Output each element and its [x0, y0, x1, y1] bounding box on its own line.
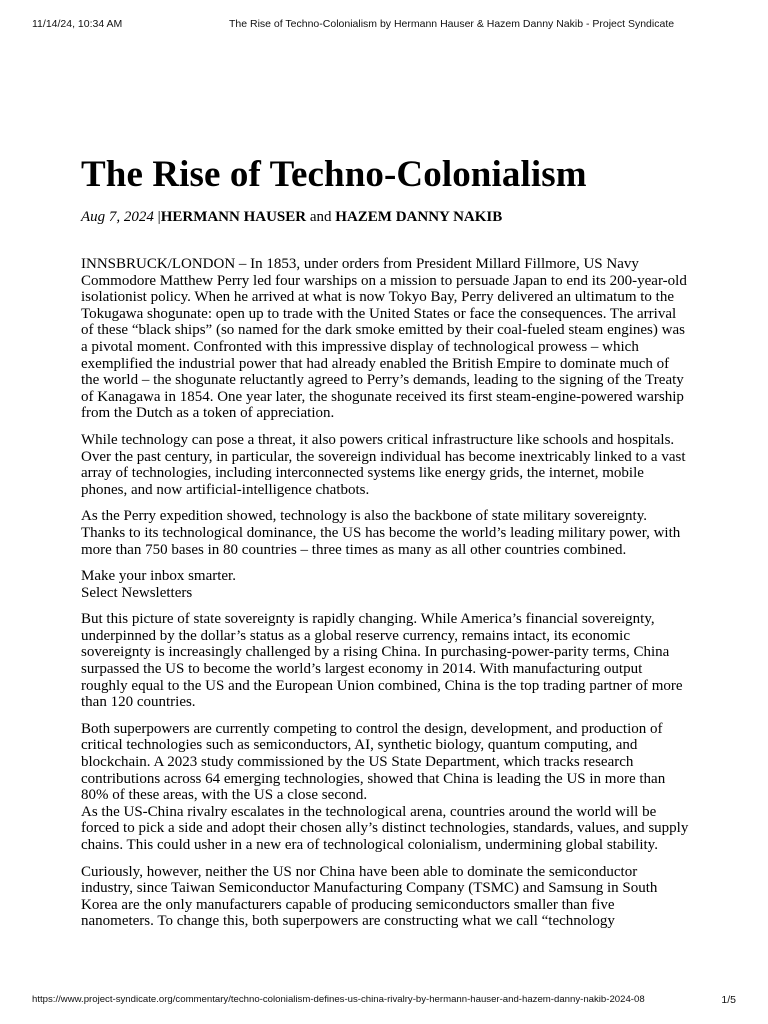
paragraph: Curiously, however, neither the US nor China have been able to dominate the semiconductor industry, since Taiwan Semiconductor Manufacturing Company (TSMC) and Samsung in South Korea are the only manufacturers capable of producing semiconductors smaller than five nanometers. To change this, both superpowers are constructing what we call “technology — [81, 863, 658, 930]
paragraph: But this picture of state sovereignty is rapidly changing. While America’s financial sovereignty, underpinned by the dollar’s status as a global reserve currency, remains intact, its economic sovereignty is increasingly challenged by a rising China. In purchasing-power-parity terms, China surpassed the US to become the world’s largest economy in 2014. With manufacturing output roughly equal to the US and the European Union combined, China is the top trading partner of more than 120 countries. — [81, 611, 683, 711]
paragraph: INNSBRUCK/LONDON – In 1853, under orders from President Millard Fillmore, US Navy Commodore Matthew Perry led four warships on a mission to persuade Japan to end its 200-year-old isolationist policy. When he arrived at what is now Tokyo Bay, Perry delivered an ultimatum to the Tokugawa shogunate: open up to trade with the United States or face the consequences. The arrival of these “black ships” (so named for the dark smoke emitted by their coal-fueled steam engines) was a pivotal moment. Confronted with this impressive display of technological prowess – which exemplified the industrial power that had already enabled the British Empire to dominate much of the world – the shogunate reluctantly agreed to Perry’s demands, leading to the signing of the Treaty of Kanagawa in 1854. One year later, the shogunate received its first steam-engine-powered warship from the Dutch as a token of appreciation. — [81, 256, 687, 422]
print-datetime: 11/14/24, 10:34 AM — [32, 18, 123, 30]
paragraph: As the US-China rivalry escalates in the technological arena, countries around the world will be forced to pick a side and adopt their chosen ally’s distinct technologies, standards, values, and supply chains. This could usher in a new era of technological colonialism, undermining global stability. — [81, 803, 689, 853]
author-link[interactable]: HAZEM DANNY NAKIB — [335, 209, 503, 225]
select-newsletters-link[interactable]: Select Newsletters — [81, 584, 193, 601]
document-title: The Rise of Techno-Colonialism by Hermann Hauser & Hazem Danny Nakib - Project Syndicate — [229, 18, 675, 30]
print-header — [32, 18, 736, 32]
publication-date: Aug 7, 2024 — [81, 209, 154, 225]
paragraph: As the Perry expedition showed, technology is also the backbone of state military sovereignty. Thanks to its technological dominance, the US has become the world’s leading military power, with more than 750 bases in 80 countries – three times as many as all other countries combined. — [81, 508, 681, 558]
page-number: 1/5 — [721, 994, 736, 1006]
article — [81, 152, 691, 940]
paragraph: Both superpowers are currently competing to control the design, development, and production of critical technologies such as semiconductors, AI, synthetic biology, quantum computing, and blockchain. A 2023 study commissioned by the US State Department, which tracks research contributions across 64 emerging technologies, showed that China is leading the US in more than 80% of these areas, with the US a close second. — [81, 720, 666, 804]
newsletter-signup — [81, 568, 691, 601]
byline-separator: | — [157, 209, 161, 225]
print-footer — [32, 994, 736, 1008]
newsletter-prompt: Make your inbox smarter. — [81, 568, 236, 585]
paragraph: While technology can pose a threat, it also powers critical infrastructure like schools and hospitals. Over the past century, in particular, the sovereign individual has become inextricably linked to a vast array of technologies, including interconnected systems like energy grids, the internet, mobile phones, and now artificial-intelligence chatbots. — [81, 431, 686, 498]
article-body — [81, 256, 691, 930]
byline — [81, 208, 691, 226]
page-url: https://www.project-syndicate.org/commentary/techno-colonialism-defines-us-china-rivalry-by-hermann-hauser-and-hazem-danny-nakib-2024-08 — [32, 994, 645, 1005]
article-title: The Rise of Techno-Colonialism — [81, 154, 587, 195]
author-joiner: and — [309, 209, 332, 225]
author-link[interactable]: HERMANN HAUSER — [160, 209, 307, 225]
